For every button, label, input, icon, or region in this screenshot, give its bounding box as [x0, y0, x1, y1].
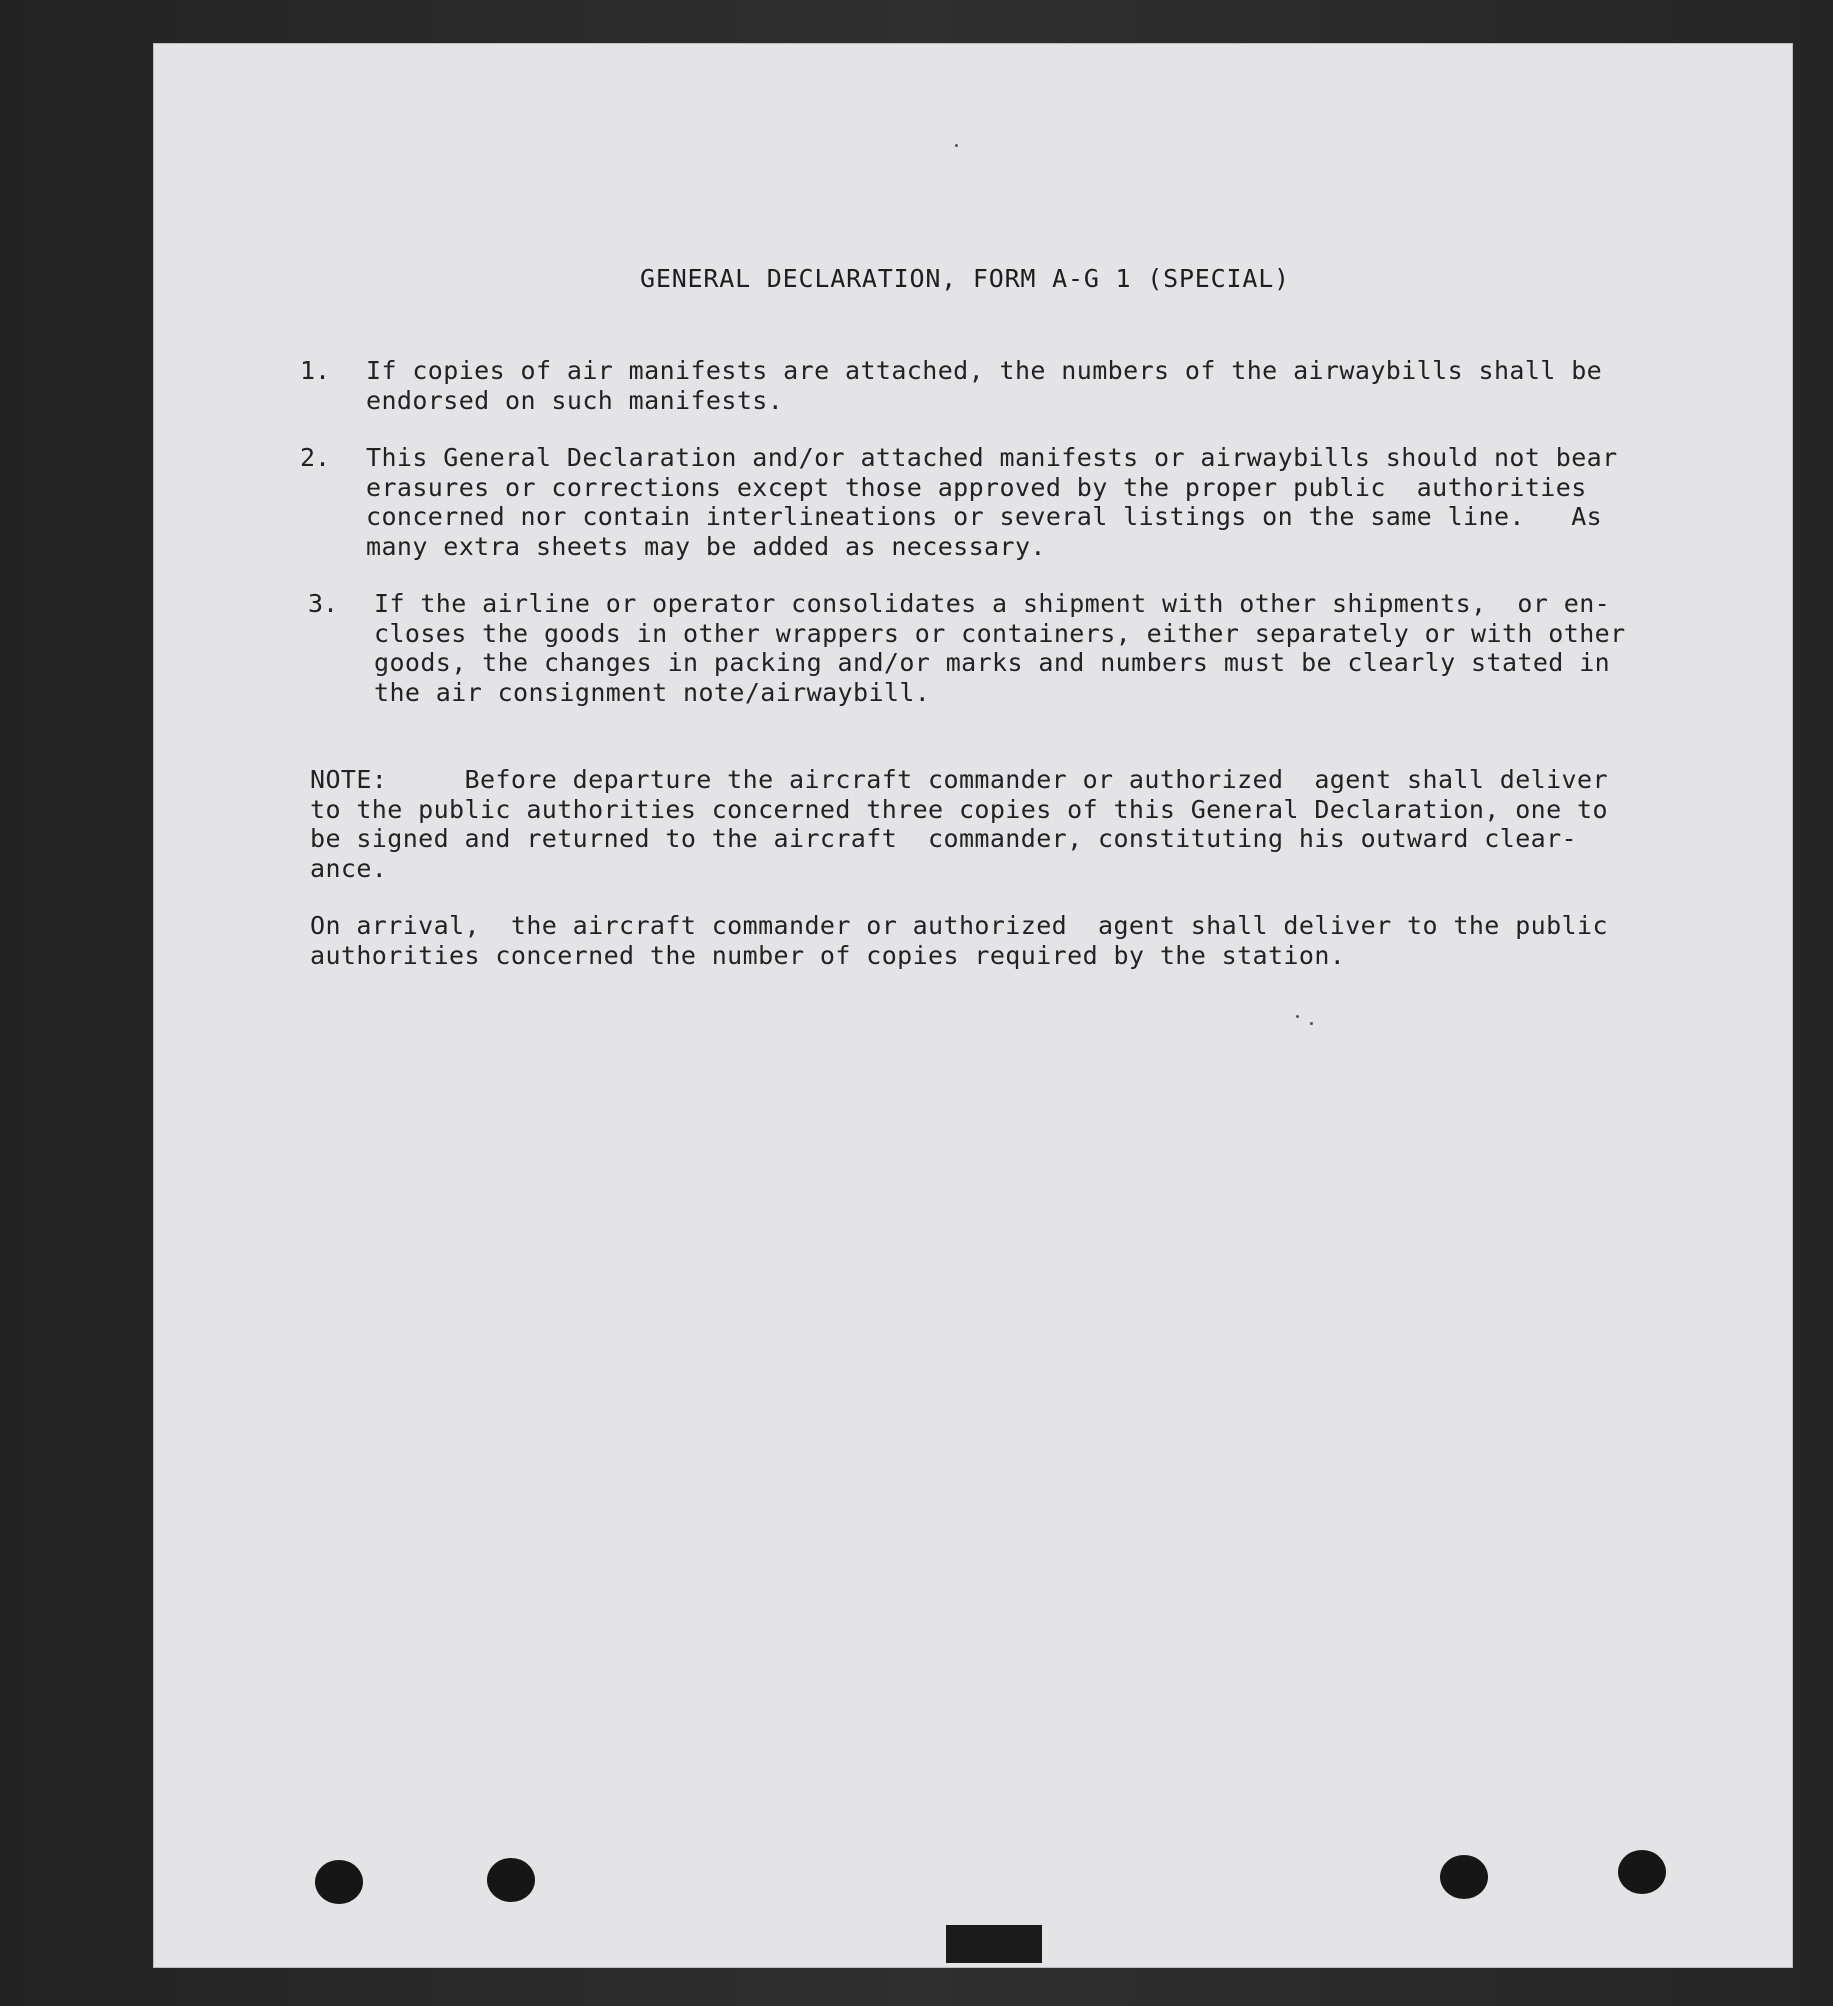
arrival-paragraph: On arrival, the aircraft commander or authorized agent shall deliver to the public authorities concerned the number of copies required by the station.: [310, 911, 1608, 970]
item-number: 2.: [300, 443, 331, 472]
note-paragraph: NOTE: Before departure the aircraft commander or authorized agent shall deliver to the public authorities concerned three copies of this General Declaration, one to be signed and returned to the aircraft commander, constituting his outward clear- ance.: [310, 765, 1608, 883]
punch-hole: [487, 1858, 535, 1902]
document-page: [153, 43, 1793, 1968]
speck: [1310, 1022, 1313, 1025]
item-number: 3.: [308, 589, 339, 618]
speck: [955, 144, 958, 147]
item-text: If the airline or operator consolidates a shipment with other shipments, or en- closes the goods in other wrappers or containers, either separately or with other goods, the changes in packing and/or marks and numbers must be clearly stated in the air consignment note/airwaybill.: [374, 589, 1626, 707]
item-text: This General Declaration and/or attached manifests or airwaybills should not bear erasures or corrections except those approved by the proper public authorities concerned nor contain interlineations or several listings on the same line. As many extra sheets may be added as necessary.: [366, 443, 1618, 561]
item-text: If copies of air manifests are attached, the numbers of the airwaybills shall be endorsed on such manifests.: [366, 356, 1603, 415]
binding-tab: [946, 1925, 1042, 1963]
punch-hole: [315, 1860, 363, 1904]
punch-hole: [1618, 1850, 1666, 1894]
document-title: GENERAL DECLARATION, FORM A-G 1 (SPECIAL): [640, 264, 1290, 293]
punch-hole: [1440, 1855, 1488, 1899]
speck: [1296, 1015, 1299, 1018]
item-number: 1.: [300, 356, 331, 385]
